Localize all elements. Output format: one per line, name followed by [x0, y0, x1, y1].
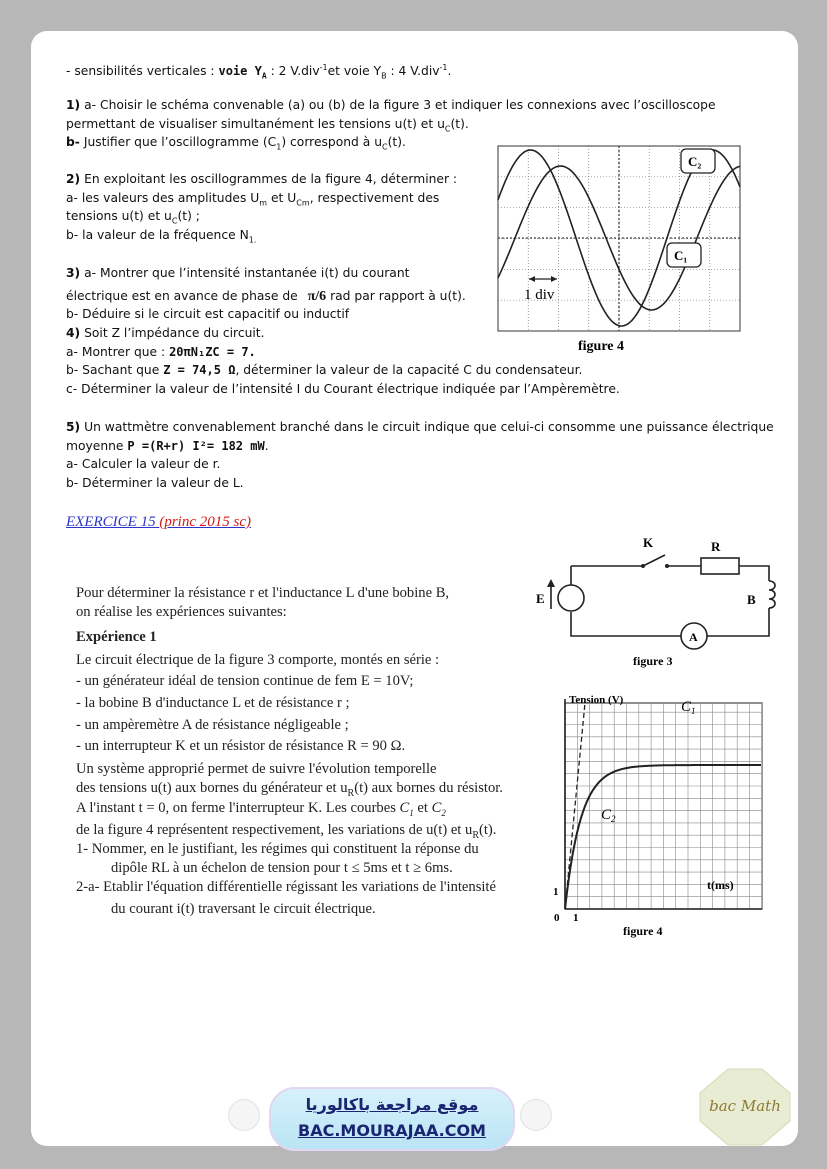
document-page — [31, 31, 798, 1146]
rl-x-label: t(ms) — [707, 878, 734, 892]
div-label: 1 div — [524, 287, 555, 303]
scan-line-5: - un générateur idéal de tension continue de fem E = 10V; — [76, 673, 414, 689]
rl-graph-figure — [551, 691, 771, 936]
footer-site-link[interactable]: BAC.MOURAJAA.COM — [298, 1121, 486, 1140]
scan-line-13: 1- Nommer, en le justifiant, les régimes qui constituent la réponse du — [76, 841, 479, 857]
wire-bottom-left — [571, 612, 681, 636]
question-1b: b- Justifier que l’oscillogramme $(C_1)$ correspond à $u_C(t)$. — [66, 135, 406, 152]
question-4: 4) Soit Z l’impédance du circuit. — [66, 326, 265, 340]
figure4-top-caption: figure 4 — [578, 339, 625, 354]
scan-line-3: Expérience 1 — [76, 629, 157, 645]
question-3a-line2: électrique est en avance de phase de π/6 rad par rapport à u(t). — [66, 289, 466, 304]
resistor-r — [701, 558, 739, 574]
question-2b: b- la valeur de la fréquence $N_{1.}$ — [66, 228, 257, 245]
question-2a: a- les valeurs des amplitudes $U_m$ et $U_{Cm}$, respectivement des — [66, 191, 440, 208]
c2-label: C₂ — [688, 154, 702, 169]
question-3b: b- Déduire si le circuit est capacitif ou inductif — [66, 307, 350, 321]
question-5b: b- Déterminer la valeur de L. — [66, 476, 244, 490]
scan-line-1: Pour déterminer la résistance r et l'inductance L d'une bobine B, — [76, 585, 450, 601]
rl-y-label: Tension (V) — [569, 694, 624, 706]
coil-b — [769, 581, 775, 608]
sensitivity-line: - sensibilités verticales : voie $Y_A$ : 2 V.div$^{-1}$et voie $Y_B$ : 4 V.div$^{-1}$. — [66, 63, 452, 81]
question-2a-line2: tensions u(t) et $u_C(t)$ ; — [66, 209, 200, 226]
oscillogram-figure — [495, 143, 745, 355]
rl-c1-label: $C_1$ — [681, 699, 696, 716]
scan-line-4: Le circuit électrique de la figure 3 comporte, montés en série : — [76, 652, 440, 668]
scan-line-8: - un interrupteur K et un résistor de résistance R = 90 Ω. — [76, 738, 406, 754]
scan-line-16: du courant i(t) traversant le circuit électrique. — [111, 901, 376, 917]
rl-y-one: 1 — [553, 886, 559, 898]
footer-banner[interactable] — [269, 1087, 515, 1151]
exercise-15-title: EXERCICE 15 (princ 2015 sc) — [66, 514, 251, 530]
question-1a: 1) a- Choisir le schéma convenable (a) ou (b) de la figure 3 et indiquer les connexions avec l’oscilloscope — [66, 98, 716, 112]
switch-k — [643, 555, 665, 566]
wire-top-right — [739, 566, 769, 581]
rl-figure4-caption: figure 4 — [623, 924, 663, 938]
bacmath-logo: bac Math — [698, 1067, 792, 1147]
figure3-caption: figure 3 — [633, 654, 673, 668]
question-4c: c- Déterminer la valeur de l’intensité I du Courant électrique indiquée par l’Ampèremètre. — [66, 382, 620, 396]
scan-line-9: Un système approprié permet de suivre l'évolution temporelle — [76, 761, 437, 777]
scan-line-11: A l'instant t = 0, on ferme l'interrupteur K. Les courbes $C_1$ et $C_2$ — [76, 800, 446, 818]
generator-e — [558, 585, 584, 611]
question-5-line2: moyenne P =(R+r) I²= 182 mW. — [66, 439, 269, 453]
question-3a: 3) a- Montrer que l’intensité instantanée i(t) du courant — [66, 266, 410, 280]
label-a: A — [689, 630, 698, 644]
circuit-figure — [525, 531, 756, 671]
label-e: E — [536, 591, 545, 606]
rl-c2-label: $C_2$ — [601, 807, 616, 824]
scan-line-2: on réalise les expériences suivantes: — [76, 604, 287, 620]
footer-logo-right — [521, 1100, 551, 1130]
question-5a: a- Calculer la valeur de r. — [66, 457, 221, 471]
rl-origin: 0 — [554, 912, 560, 924]
question-1a-line2: permettant de visualiser simultanément les tensions u(t) et $u_C(t)$. — [66, 117, 469, 134]
scan-line-12: de la figure 4 représentent respectivement, les variations de u(t) et $u_R(t)$. — [76, 822, 497, 841]
scan-line-14: dipôle RL à un échelon de tension pour t ≤ 5ms et t ≥ 6ms. — [111, 860, 453, 876]
footer-logo-left — [229, 1100, 259, 1130]
scan-line-6: - la bobine B d'inductance L et de résistance r ; — [76, 695, 350, 711]
question-2: 2) En exploitant les oscillogrammes de la figure 4, déterminer : — [66, 172, 458, 186]
scan-line-7: - un ampèremètre A de résistance négligeable ; — [76, 717, 349, 733]
label-r: R — [711, 539, 721, 554]
scan-line-15: 2-a- Etablir l'équation différentielle régissant les variations de l'intensité — [76, 879, 496, 895]
label-k: K — [643, 535, 654, 550]
footer-arabic-text[interactable]: موقع مراجعة باكالوريا — [305, 1095, 479, 1114]
wire-right-bottom — [707, 608, 769, 636]
question-4a: a- Montrer que : 20πN₁ZC = 7. — [66, 345, 256, 359]
c1-label: C₁ — [674, 248, 688, 263]
rl-x-one: 1 — [573, 912, 579, 924]
question-5: 5) Un wattmètre convenablement branché dans le circuit indique que celui-ci consomme une puissance électrique — [66, 420, 774, 434]
question-4b: b- Sachant que Z = 74,5 Ω, déterminer la valeur de la capacité C du condensateur. — [66, 363, 583, 377]
arrow-e-head — [547, 579, 555, 587]
label-b: B — [747, 592, 756, 607]
scan-line-10: des tensions u(t) aux bornes du générateur et $u_R(t)$ aux bornes du résistor. — [76, 780, 503, 799]
